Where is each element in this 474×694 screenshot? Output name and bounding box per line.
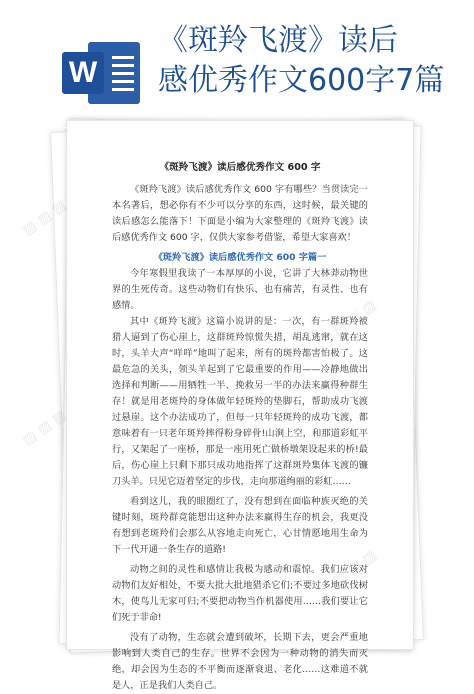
header-title-line2: 感优秀作文600字7篇: [158, 63, 445, 98]
body-paragraph: 动物之间的灵性和感情让我极为感动和震惊。我们应该对动物们友好相处，不要大批大批地猎杀它们;不要过多地砍伐树木，使鸟儿无家可归;不要把动物当作机器使用……我们要让它们死于非命!: [112, 564, 368, 623]
document-title: 《斑羚飞渡》读后感优秀作文 600 字: [159, 162, 321, 173]
body-paragraph: 看到这儿，我的眼圈红了，没有想到在面临种族灭绝的关键时刻，斑羚群竟能想出这种办法来赢得生存的机会，我更没有想到老斑羚们会那么从容地走向死亡，心甘情愿地用生命为下一代开通一条生存的道路!: [112, 496, 368, 555]
header-title-line1: 《斑羚飞渡》读后: [158, 23, 398, 58]
watermark: ▨ ▨ ▨: [19, 407, 70, 449]
section-heading: 《斑羚飞渡》读后感优秀作文 600 字篇一: [153, 252, 327, 263]
body-paragraph: 没有了动物，生态就会遭到破坏，长期下去，更会严重地影响到人类自己的生存。世界不会因为一种动物的消失而灭绝，却会因为生态的不平衡而逐渐衰退、老化……这难道不就是人，正是我们人类自己。: [112, 632, 368, 691]
intro-paragraph: 《斑羚飞渡》读后感优秀作文 600 字有哪些？当贯读完一本名著后，想必你有不少可以分享的东西，这时候，最关键的读后感怎么能落下！下面是小编为大家整理的《斑羚飞渡》读后感优秀作文 600 字，仅供大家参考借鉴，希望大家喜欢！: [112, 184, 368, 243]
body-paragraph: 其中《斑羚飞渡》这篇小说讲的是：一次，有一群斑羚被猎人逼到了伤心崖上，这群斑羚惊慌失措，胡乱逃窜，就在这时，头羊大声“咩咩”地叫了起来，所有的斑羚都害怕极了。这最危急的关头，领头羊起到了它最重要的作用——冷静地做出选择和判断——用牺牲一半、挽救另一半的办法来赢得种群生存！就是用老斑羚的身体做年轻斑羚的垫脚石，帮助成功飞渡过悬崖。这个办法成功了，但每一只年轻斑羚的成功飞渡，都意味着有一只老年斑羚摔得粉身碎骨!山涧上空，和那道彩虹平行，又架起了一座桥，那是一座用死亡做桥墩架设起来的桥!最后，伤心崖上只剩下那只成功地指挥了这群斑羚集体飞渡的镰刀头羊。只见它迈着坚定的步伐，走向那道绚丽的彩虹……: [112, 316, 368, 487]
document-content: [112, 160, 368, 694]
body-paragraph: 今年寒假里我读了一本厚厚的小说，它讲了大林莽动物世界的生死传奇。这些动物们有快乐、也有痛苦，有灵性、也有感情。: [112, 268, 368, 311]
word-document-icon: [62, 38, 140, 106]
watermark: ▨ ▨ ▨: [19, 197, 70, 239]
word-letter-badge: W: [62, 52, 104, 94]
